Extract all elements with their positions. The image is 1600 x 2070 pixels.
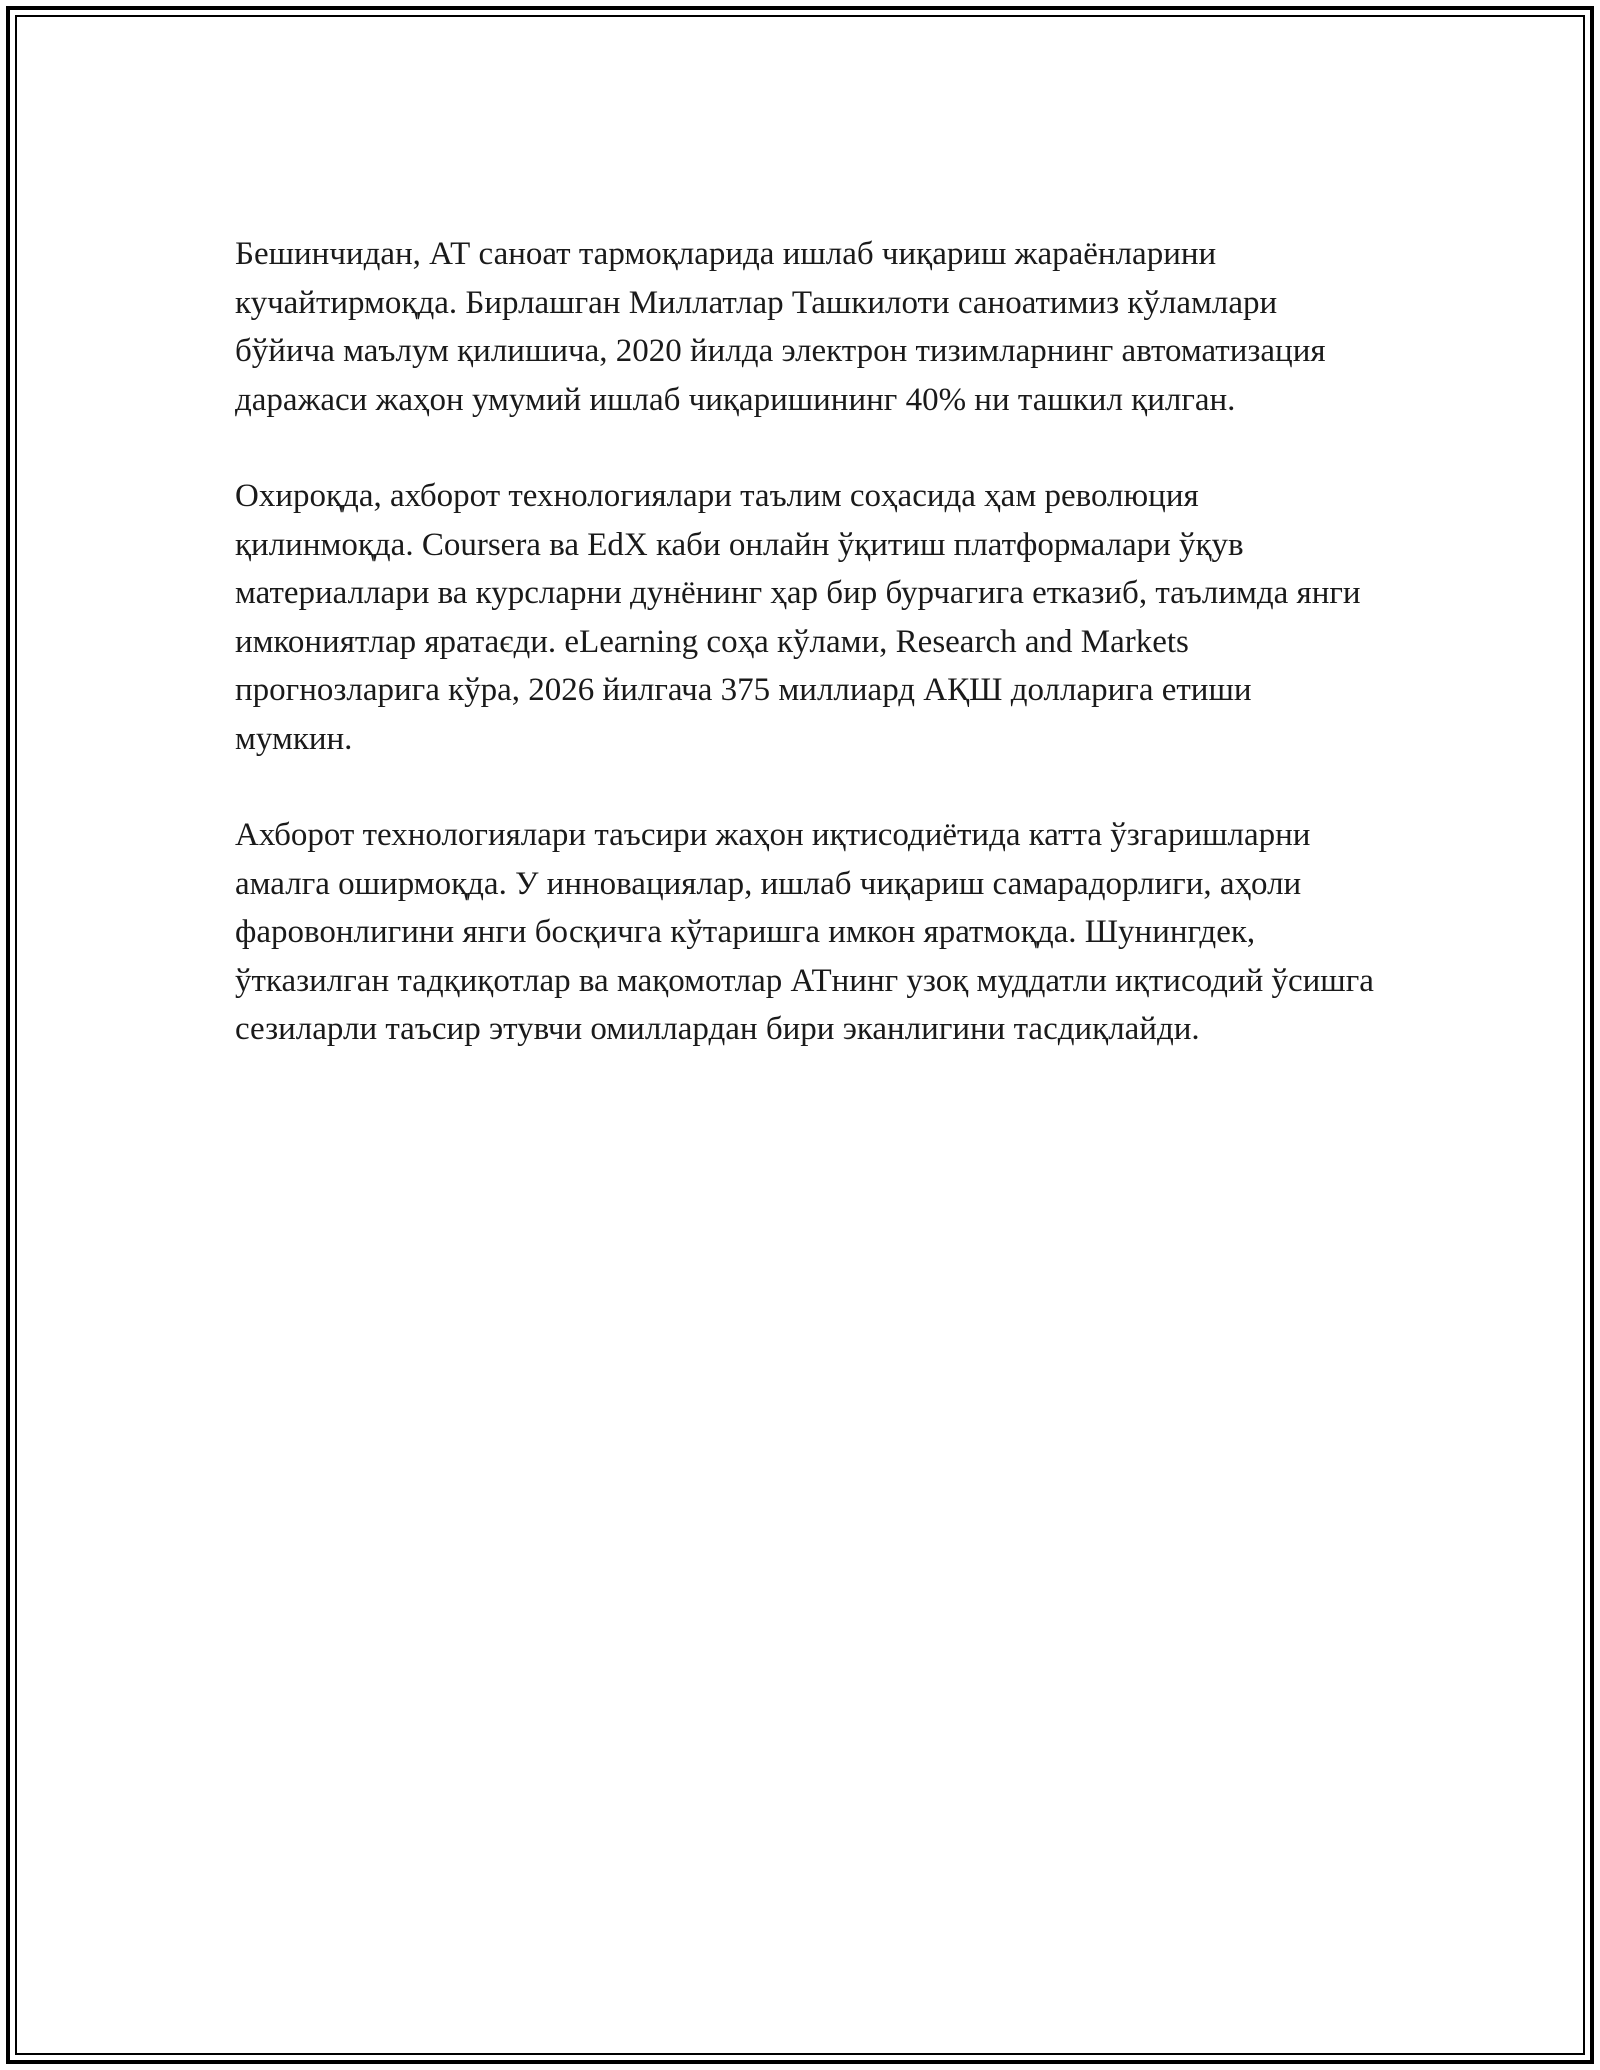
document-body [235,230,1375,1102]
paragraph-3: Ахборот технологиялари таъсири жаҳон иқтисодиётида катта ўзгаришларни амалга оширмоқда. У инновациялар, ишлаб чиқариш самарадорлиги, аҳоли фаровонлигини янги босқичга кўтаришга имкон яратмоқда. Шунингдек, ўтказилган тадқиқотлар ва мақомотлар АТнинг узоқ муддатли иқтисодий ўсишга сезиларли таъсир этувчи омиллардан бири эканлигини тасдиқлайди. [235,817,1374,1047]
paragraph-2: Охироқда, ахборот технологиялари таълим соҳасида ҳам революция қилинмоқда. Coursera ва EdX каби онлайн ўқитиш платформалари ўқув материаллари ва курсларни дунёнинг ҳар бир бурчагига етказиб, таълимда янги имкониятлар яратаєди. eLearning соҳа кўлами, Research and Markets прогнозларига кўра, 2026 йилгача 375 миллиард АҚШ долларига етиши мумкин. [235,478,1361,757]
paragraph-1: Бешинчидан, АТ саноат тармоқларида ишлаб чиқариш жараёнларини кучайтирмоқда. Бирлашган Миллатлар Ташкилоти саноатимиз кўламлари бўйича маълум қилишича, 2020 йилда электрон тизимларнинг автоматизация даражаси жаҳон умумий ишлаб чиқаришининг 40% ни ташкил қилган. [235,236,1326,418]
